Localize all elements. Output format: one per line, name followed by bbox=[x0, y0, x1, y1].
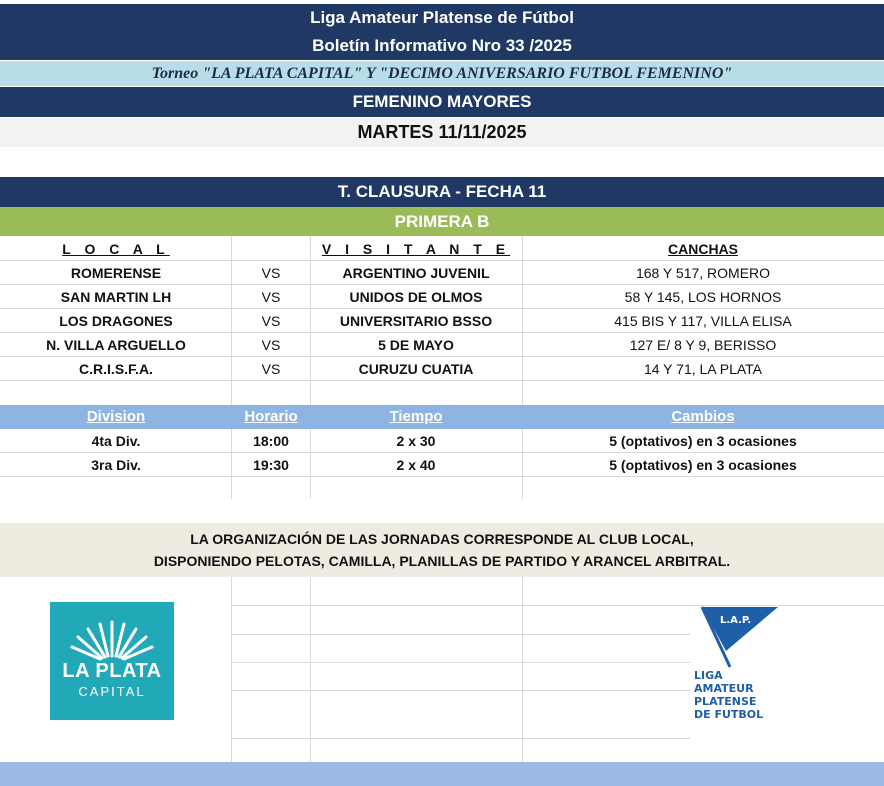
division-title: PRIMERA B bbox=[0, 207, 884, 236]
vs-label: VS bbox=[261, 337, 281, 353]
local-team: LOS DRAGONES bbox=[59, 313, 173, 329]
col-horario: Horario bbox=[244, 408, 298, 425]
lap-line-3: PLATENSE bbox=[694, 695, 757, 708]
vs-label: VS bbox=[261, 361, 281, 377]
vs-label: VS bbox=[261, 289, 281, 305]
match-row bbox=[0, 357, 884, 381]
league-title: Liga Amateur Platense de Fútbol bbox=[0, 4, 884, 32]
substitutions: 5 (optativos) en 3 ocasiones bbox=[609, 457, 797, 473]
local-team: N. VILLA ARGUELLO bbox=[46, 337, 186, 353]
schedule-row bbox=[0, 429, 884, 453]
kickoff-time: 18:00 bbox=[253, 433, 289, 449]
visiting-team: UNIVERSITARIO BSSO bbox=[339, 313, 493, 329]
local-team: C.R.I.S.F.A. bbox=[79, 361, 153, 377]
la-plata-capital-logo bbox=[50, 602, 174, 720]
venue: 127 E/ 8 Y 9, BERISSO bbox=[629, 337, 777, 353]
flag-text: L.A.P. bbox=[720, 615, 752, 626]
col-tiempo: Tiempo bbox=[389, 408, 443, 425]
lap-line-4: DE FUTBOL bbox=[694, 708, 764, 721]
visiting-team: CURUZU CUATIA bbox=[358, 361, 474, 377]
lap-line-1: LIGA bbox=[694, 669, 723, 682]
match-duration: 2 x 30 bbox=[396, 433, 436, 449]
division-name: 4ta Div. bbox=[91, 433, 141, 449]
match-duration: 2 x 40 bbox=[396, 457, 436, 473]
sun-rays-icon bbox=[50, 602, 174, 662]
kickoff-time: 19:30 bbox=[253, 457, 289, 473]
schedule-header bbox=[0, 405, 884, 429]
organization-notice bbox=[0, 523, 884, 577]
vs-label: VS bbox=[261, 265, 281, 281]
schedule-row bbox=[0, 453, 884, 477]
notice-line-2: DISPONIENDO PELOTAS, CAMILLA, PLANILLAS DE PARTIDO Y ARANCEL ARBITRAL. bbox=[153, 553, 731, 569]
tournament-title: Torneo "LA PLATA CAPITAL" Y "DECIMO ANIVERSARIO FUTBOL FEMENINO" bbox=[0, 61, 884, 86]
logo-text-capital: CAPITAL bbox=[78, 684, 146, 699]
col-local: L O C A L bbox=[62, 241, 170, 257]
match-row bbox=[0, 333, 884, 357]
round-title: T. CLAUSURA - FECHA 11 bbox=[0, 177, 884, 207]
bulletin-title: Boletín Informativo Nro 33 /2025 bbox=[0, 32, 884, 60]
venue: 168 Y 517, ROMERO bbox=[635, 265, 771, 281]
visiting-team: ARGENTINO JUVENIL bbox=[342, 265, 490, 281]
vs-label: VS bbox=[261, 313, 281, 329]
division-name: 3ra Div. bbox=[91, 457, 141, 473]
fixtures-header bbox=[0, 237, 884, 261]
pennant-flag-icon bbox=[690, 603, 800, 669]
notice-line-1: LA ORGANIZACIÓN DE LAS JORNADAS CORRESPONDE AL CLUB LOCAL, bbox=[190, 531, 694, 547]
col-canchas: CANCHAS bbox=[668, 241, 738, 257]
local-team: ROMERENSE bbox=[70, 265, 162, 281]
col-visitante: V I S I T A N T E bbox=[321, 241, 511, 257]
venue: 415 BIS Y 117, VILLA ELISA bbox=[614, 313, 792, 329]
match-row bbox=[0, 309, 884, 333]
lap-logo-text bbox=[694, 669, 763, 721]
col-division: Division bbox=[86, 408, 146, 425]
logo-text-la-plata: LA PLATA bbox=[62, 660, 162, 682]
lap-line-2: AMATEUR bbox=[694, 682, 754, 695]
substitutions: 5 (optativos) en 3 ocasiones bbox=[609, 433, 797, 449]
local-team: SAN MARTIN LH bbox=[60, 289, 172, 305]
match-date: MARTES 11/11/2025 bbox=[0, 118, 884, 147]
visiting-team: 5 DE MAYO bbox=[378, 337, 454, 353]
lap-league-logo bbox=[690, 603, 800, 731]
col-cambios: Cambios bbox=[671, 408, 735, 425]
visiting-team: UNIDOS DE OLMOS bbox=[349, 289, 483, 305]
venue: 58 Y 145, LOS HORNOS bbox=[624, 289, 782, 305]
match-row bbox=[0, 261, 884, 285]
footer-band bbox=[0, 762, 884, 786]
match-row bbox=[0, 285, 884, 309]
venue: 14 Y 71, LA PLATA bbox=[643, 361, 763, 377]
category-title: FEMENINO MAYORES bbox=[0, 87, 884, 117]
